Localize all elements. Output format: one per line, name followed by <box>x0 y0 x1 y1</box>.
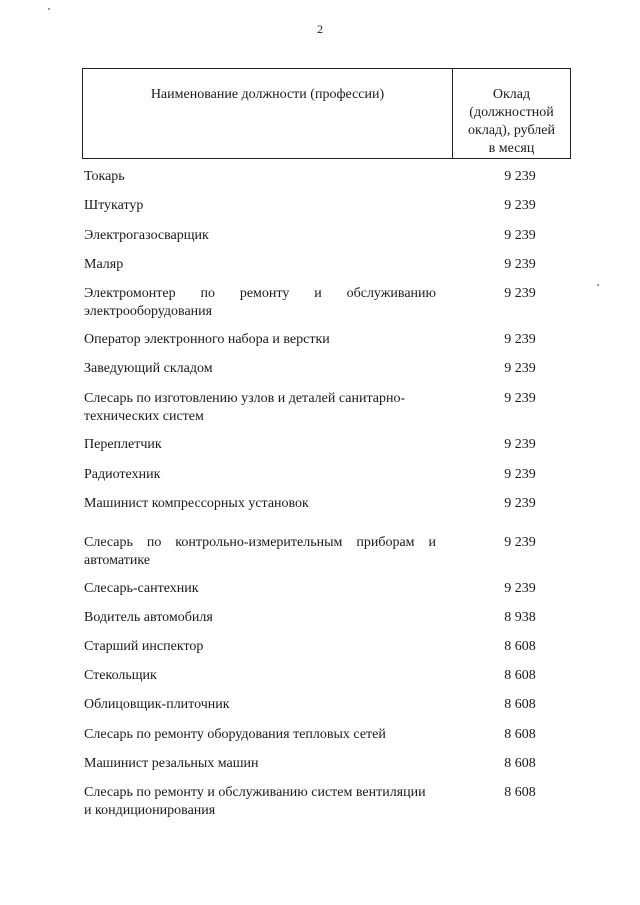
scan-speck <box>48 8 50 10</box>
position-name: Переплетчик <box>84 437 162 452</box>
position-name: Токарь <box>84 169 125 184</box>
salary-value: 9 239 <box>504 535 536 550</box>
header-salary-line: Оклад <box>492 87 531 102</box>
page-number: 2 <box>317 22 323 36</box>
salary-value: 9 239 <box>504 257 536 272</box>
header-salary-line: (должностной <box>469 105 554 120</box>
salary-value: 9 239 <box>504 391 536 406</box>
header-position-name: Наименование должности (профессии) <box>83 69 453 158</box>
salary-value: 9 239 <box>504 437 536 452</box>
salary-value: 9 239 <box>504 467 536 482</box>
position-name: Электромонтер по ремонту и обслуживанию электрооборудования <box>84 286 436 319</box>
position-name: Заведующий складом <box>84 361 213 376</box>
header-salary-line: оклад), рублей <box>468 123 555 138</box>
header-salary-line: в месяц <box>488 141 535 156</box>
salary-value: 8 938 <box>504 610 536 625</box>
position-name: Облицовщик-плиточник <box>84 697 230 712</box>
salary-value: 9 239 <box>504 581 536 596</box>
position-name: Штукатур <box>84 198 144 213</box>
position-name: Электрогазосварщик <box>84 228 209 243</box>
position-name: Оператор электронного набора и верстки <box>84 332 330 347</box>
position-name: Маляр <box>84 257 124 272</box>
salary-value: 8 608 <box>504 756 536 771</box>
position-name: Слесарь по ремонту и обслуживанию систем вентиляции и кондиционирования <box>84 785 426 818</box>
salary-value: 9 239 <box>504 361 536 376</box>
salary-value: 9 239 <box>504 169 536 184</box>
position-name: Старший инспектор <box>84 639 204 654</box>
salary-value: 9 239 <box>504 198 536 213</box>
salary-value: 8 608 <box>504 668 536 683</box>
salary-value: 8 608 <box>504 785 536 800</box>
position-name: Слесарь-сантехник <box>84 581 199 596</box>
position-name: Водитель автомобиля <box>84 610 213 625</box>
salary-value: 8 608 <box>504 639 536 654</box>
position-name: Слесарь по контрольно-измерительным приборам и автоматике <box>84 535 436 568</box>
header-salary <box>453 69 570 158</box>
position-name: Машинист компрессорных установок <box>84 496 309 511</box>
position-name: Слесарь по изготовлению узлов и деталей санитарно-технических систем <box>84 391 406 424</box>
salary-value: 9 239 <box>504 228 536 243</box>
position-name: Слесарь по ремонту оборудования тепловых сетей <box>84 727 386 742</box>
salary-value: 8 608 <box>504 727 536 742</box>
salary-value: 9 239 <box>504 332 536 347</box>
position-name: Стекольщик <box>84 668 157 683</box>
salary-value: 8 608 <box>504 697 536 712</box>
salary-value: 9 239 <box>504 496 536 511</box>
scan-speck <box>597 284 599 286</box>
salary-value: 9 239 <box>504 286 536 301</box>
position-name: Радиотехник <box>84 467 161 482</box>
table-header <box>82 68 571 159</box>
position-name: Машинист резальных машин <box>84 756 259 771</box>
